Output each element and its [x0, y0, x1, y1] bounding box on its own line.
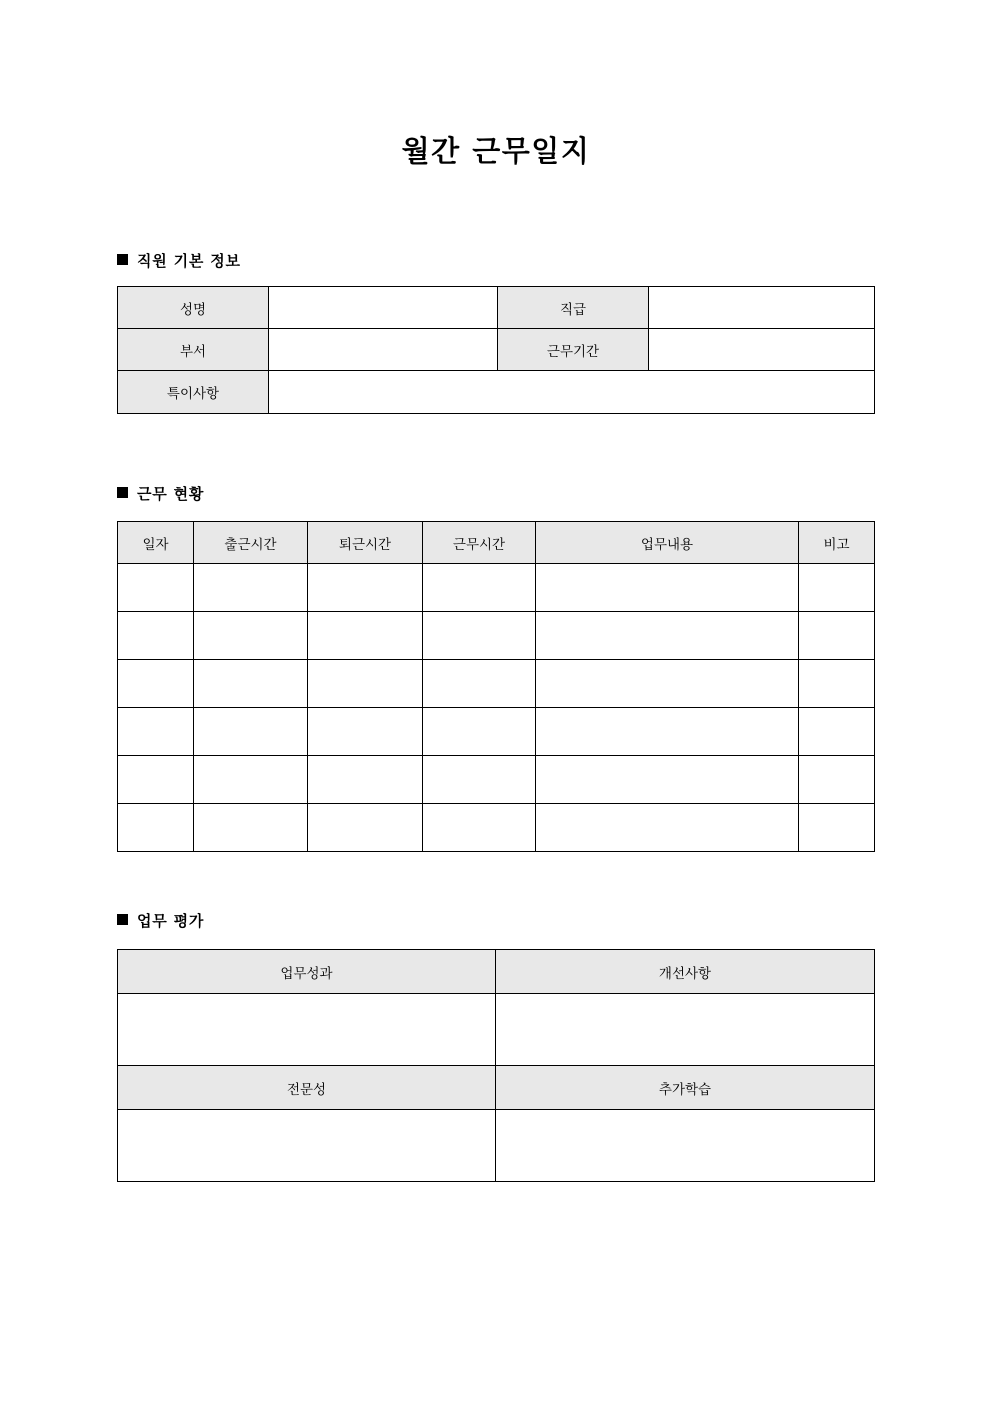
table-row [118, 287, 875, 329]
cell-date[interactable] [118, 564, 194, 612]
cell-remarks[interactable] [799, 756, 875, 804]
work-status-table [117, 521, 875, 852]
label-cell-special-notes: 특이사항 [118, 371, 269, 414]
cell-clock-in[interactable] [194, 660, 308, 708]
cell-work-details[interactable] [536, 564, 799, 612]
cell-work-hours[interactable] [423, 708, 536, 756]
column-header-clock-in: 출근시간 [194, 522, 308, 564]
label-cell-work-period: 근무기간 [498, 329, 649, 371]
section-heading-employee-info-label: 직원 기본 정보 [137, 252, 241, 270]
evaluation-table [117, 949, 875, 1182]
table-row [118, 994, 875, 1066]
cell-clock-in[interactable] [194, 564, 308, 612]
value-cell-name[interactable] [269, 287, 498, 329]
label-cell-department: 부서 [118, 329, 269, 371]
square-bullet-icon [117, 254, 128, 265]
cell-clock-out[interactable] [308, 564, 423, 612]
value-cell-performance[interactable] [118, 994, 496, 1066]
cell-remarks[interactable] [799, 564, 875, 612]
cell-work-hours[interactable] [423, 804, 536, 852]
label-cell-position: 직급 [498, 287, 649, 329]
section-heading-employee-info [117, 251, 241, 271]
column-header-improvements: 개선사항 [496, 950, 875, 994]
table-header-row [118, 950, 875, 994]
column-header-work-details: 업무내용 [536, 522, 799, 564]
cell-remarks[interactable] [799, 804, 875, 852]
value-cell-special-notes[interactable] [269, 371, 875, 414]
cell-date[interactable] [118, 660, 194, 708]
cell-work-hours[interactable] [423, 660, 536, 708]
cell-date[interactable] [118, 708, 194, 756]
cell-clock-out[interactable] [308, 708, 423, 756]
table-row [118, 329, 875, 371]
table-row [118, 756, 875, 804]
value-cell-expertise[interactable] [118, 1110, 496, 1182]
table-row [118, 660, 875, 708]
section-heading-evaluation [117, 911, 204, 931]
cell-clock-out[interactable] [308, 756, 423, 804]
table-header-row [118, 1066, 875, 1110]
column-header-performance: 업무성과 [118, 950, 496, 994]
cell-work-hours[interactable] [423, 564, 536, 612]
cell-date[interactable] [118, 756, 194, 804]
cell-work-details[interactable] [536, 612, 799, 660]
value-cell-improvements[interactable] [496, 994, 875, 1066]
column-header-date: 일자 [118, 522, 194, 564]
cell-clock-out[interactable] [308, 804, 423, 852]
table-row [118, 804, 875, 852]
table-row [118, 564, 875, 612]
employee-info-table [117, 286, 875, 414]
column-header-additional-learning: 추가학습 [496, 1066, 875, 1110]
section-heading-work-status-label: 근무 현황 [137, 485, 205, 503]
page-title: 월간 근무일지 [401, 134, 591, 168]
cell-work-details[interactable] [536, 804, 799, 852]
cell-work-hours[interactable] [423, 756, 536, 804]
cell-clock-out[interactable] [308, 660, 423, 708]
value-cell-department[interactable] [269, 329, 498, 371]
cell-clock-in[interactable] [194, 708, 308, 756]
cell-clock-out[interactable] [308, 612, 423, 660]
value-cell-position[interactable] [649, 287, 875, 329]
cell-clock-in[interactable] [194, 756, 308, 804]
value-cell-additional-learning[interactable] [496, 1110, 875, 1182]
table-row [118, 612, 875, 660]
column-header-remarks: 비고 [799, 522, 875, 564]
value-cell-work-period[interactable] [649, 329, 875, 371]
cell-remarks[interactable] [799, 708, 875, 756]
section-heading-evaluation-label: 업무 평가 [137, 912, 205, 930]
column-header-expertise: 전문성 [118, 1066, 496, 1110]
column-header-clock-out: 퇴근시간 [308, 522, 423, 564]
cell-work-details[interactable] [536, 660, 799, 708]
label-cell-name: 성명 [118, 287, 269, 329]
square-bullet-icon [117, 487, 128, 498]
table-row [118, 1110, 875, 1182]
cell-remarks[interactable] [799, 660, 875, 708]
section-heading-work-status [117, 484, 204, 504]
square-bullet-icon [117, 914, 128, 925]
table-row [118, 708, 875, 756]
cell-date[interactable] [118, 804, 194, 852]
cell-work-details[interactable] [536, 708, 799, 756]
column-header-work-hours: 근무시간 [423, 522, 536, 564]
table-header-row [118, 522, 875, 564]
cell-clock-in[interactable] [194, 804, 308, 852]
cell-work-details[interactable] [536, 756, 799, 804]
cell-work-hours[interactable] [423, 612, 536, 660]
cell-date[interactable] [118, 612, 194, 660]
cell-clock-in[interactable] [194, 612, 308, 660]
table-row [118, 371, 875, 414]
cell-remarks[interactable] [799, 612, 875, 660]
